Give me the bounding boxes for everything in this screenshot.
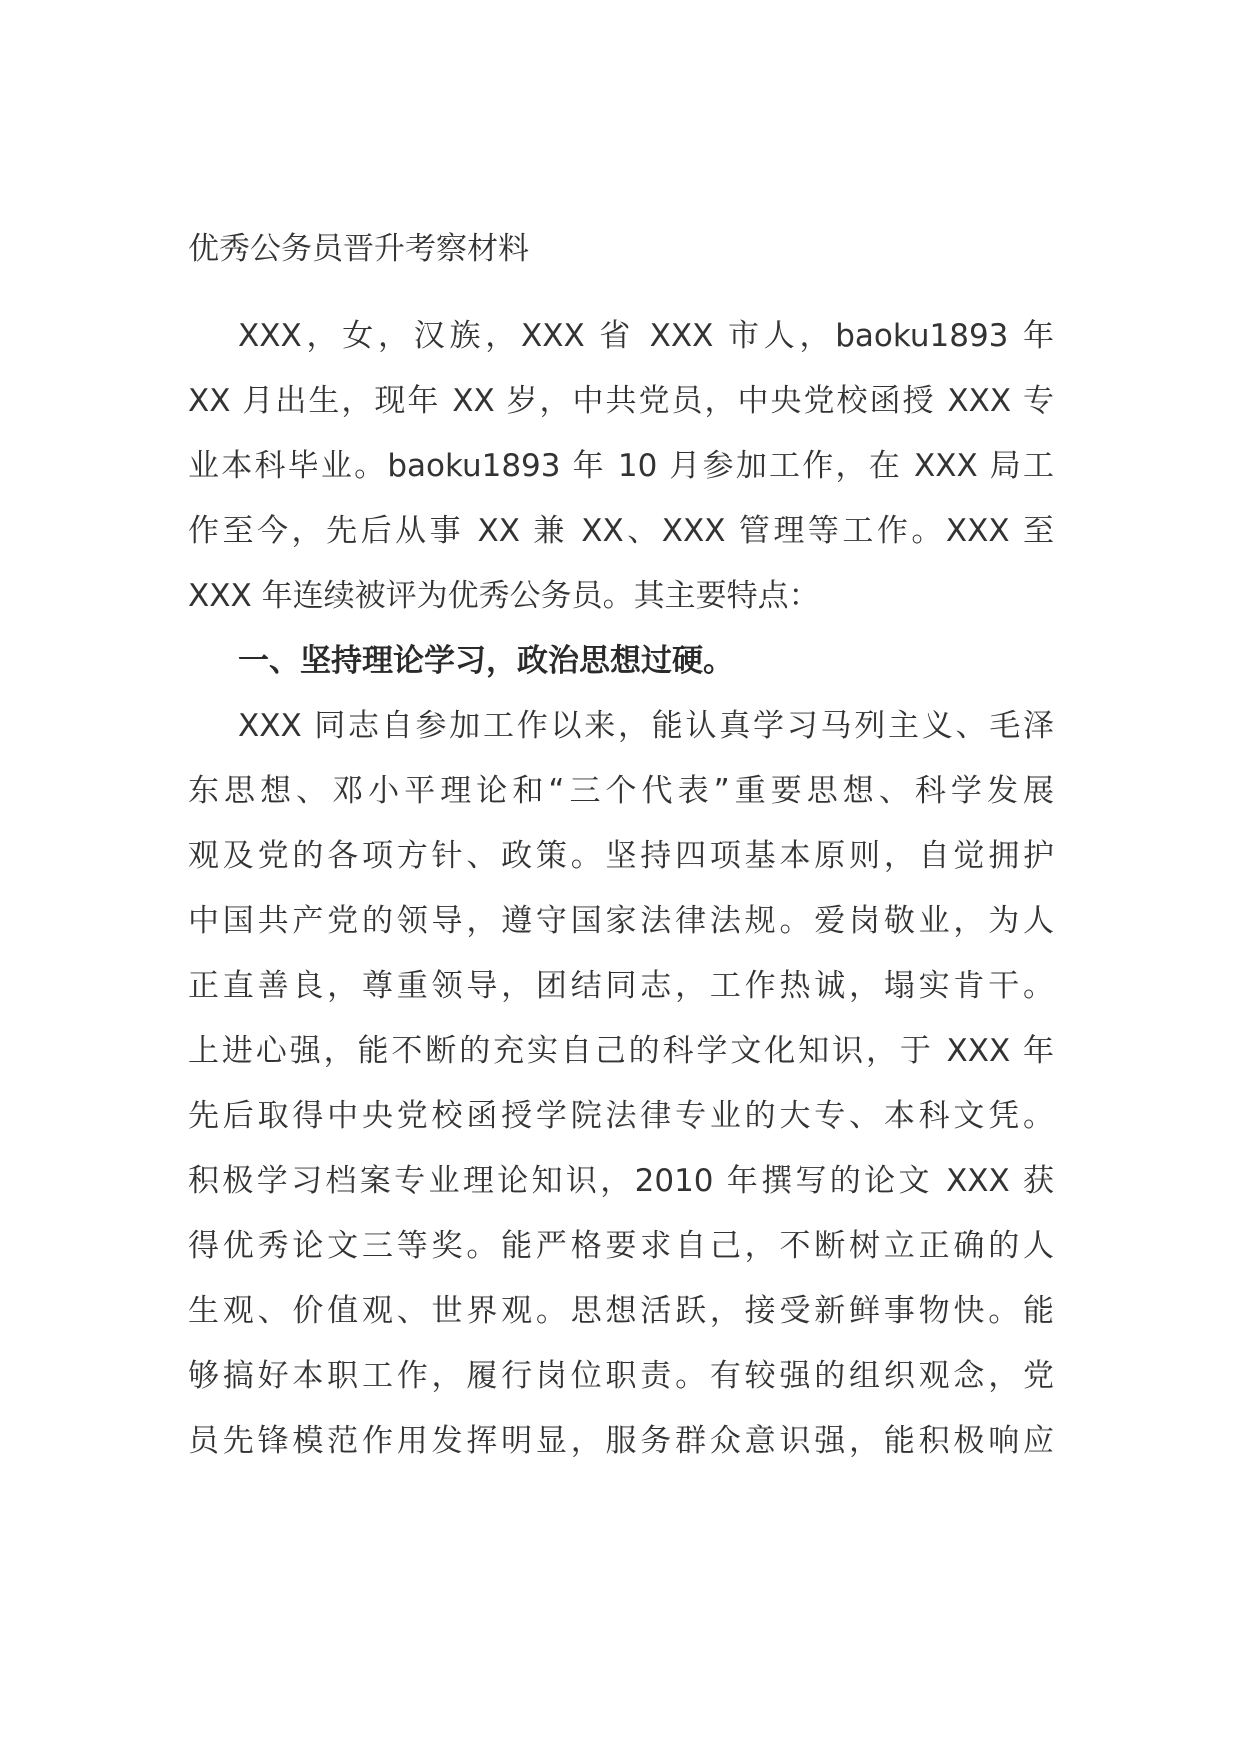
intro-line: XXX，女，汉族，XXX 省 XXX 市人，baoku1893 年 xyxy=(238,318,1054,354)
section1-line: 够搞好本职工作，履行岗位职责。有较强的组织观念，党 xyxy=(188,1358,1054,1394)
section1-line: 得优秀论文三等奖。能严格要求自己，不断树立正确的人 xyxy=(188,1228,1054,1264)
intro-line: XXX 年连续被评为优秀公务员。其主要特点： xyxy=(188,578,820,614)
section1-line: 员先锋模范作用发挥明显，服务群众意识强，能积极响应 xyxy=(188,1423,1054,1459)
intro-line: XX 月出生，现年 XX 岁，中共党员，中央党校函授 XXX 专 xyxy=(188,383,1054,419)
section1-line: 上进心强，能不断的充实自己的科学文化知识，于 XXX 年 xyxy=(188,1033,1054,1069)
section1-line: 先后取得中央党校函授学院法律专业的大专、本科文凭。 xyxy=(188,1098,1054,1134)
section1-line: 观及党的各项方针、政策。坚持四项基本原则，自觉拥护 xyxy=(188,838,1054,874)
section1-line: 正直善良，尊重领导，团结同志，工作热诚，塌实肯干。 xyxy=(188,968,1054,1004)
intro-line: 作至今，先后从事 XX 兼 XX、XXX 管理等工作。XXX 至 xyxy=(188,513,1054,549)
section1-line: 中国共产党的领导，遵守国家法律法规。爱岗敬业，为人 xyxy=(188,903,1054,939)
section1-line: 生观、价值观、世界观。思想活跃，接受新鲜事物快。能 xyxy=(188,1293,1054,1329)
intro-line: 业本科毕业。baoku1893 年 10 月参加工作，在 XXX 局工 xyxy=(188,448,1054,484)
document-title: 优秀公务员晋升考察材料 xyxy=(188,231,529,267)
section1-paragraph xyxy=(188,694,1054,1474)
section-heading: 一、坚持理论学习，政治思想过硬。 xyxy=(238,643,734,679)
section1-line: 积极学习档案专业理论知识，2010 年撰写的论文 XXX 获 xyxy=(188,1163,1054,1199)
document-page xyxy=(188,218,1054,1474)
section1-line: XXX 同志自参加工作以来，能认真学习马列主义、毛泽 xyxy=(238,708,1054,744)
intro-paragraph xyxy=(188,304,1054,629)
section1-line: 东思想、邓小平理论和“三个代表”重要思想、科学发展 xyxy=(188,773,1054,809)
